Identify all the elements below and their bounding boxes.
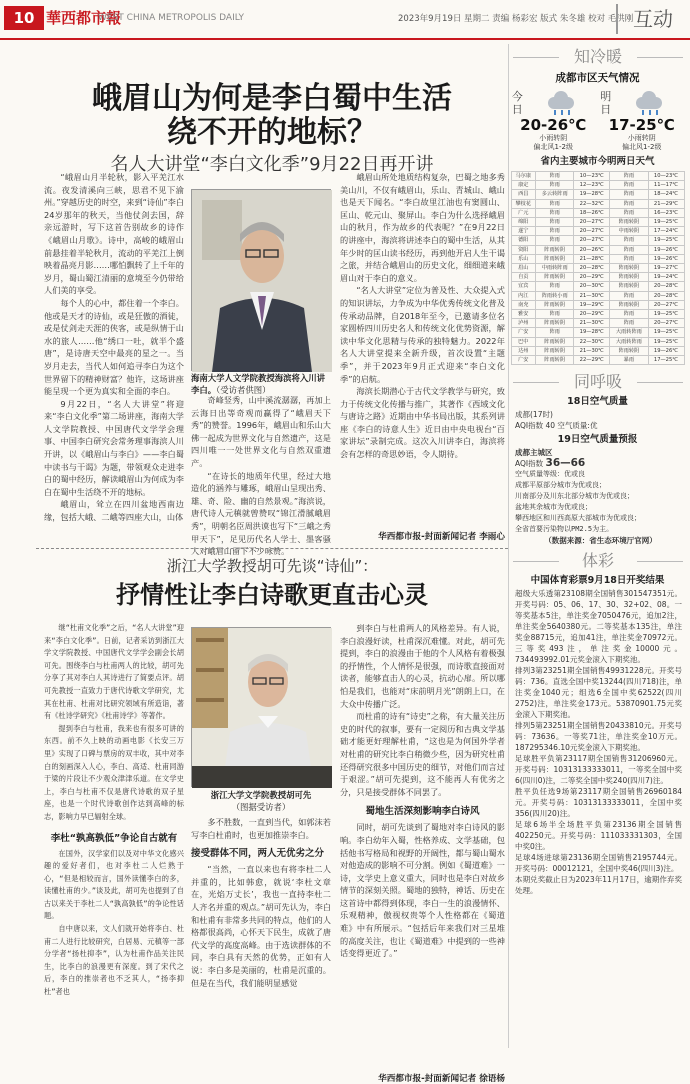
city-weather-cell: 阵雨转阴 (536, 319, 574, 328)
paragraph: “在诗长的地质年代里，经过大地造化的涵养与雕琢，峨眉山呈现出秀、雄、奇、险、幽的自然景观。”海滨说，唐代诗人元稹就曾赞叹“锦江滑腻峨眉秀”，明朝名臣周洪谟也写下“三峨之秀甲天下”，足见历代名人学士、墨客骚人对峨眉山留下不少咏赞。 (191, 470, 331, 557)
paragraph: “峨眉山月半轮秋，影入平羌江水流。夜发清溪向三峡，思君不见下渝州。”穿越历史的时空，来到“诗仙”李白24岁那年的秋天，当他仗剑去国，辞亲远游时，写下这首告别故乡的诗作《峨眉山月歌》。诗中，高峻的峨眉山前悬挂着半轮秋月，流动的平羌江上倒映着晶亮月影……哪怕飘转了上千年的岁月，蜀山蜀江清丽的意境至今仍带给人们美的享受。 (44, 172, 184, 296)
city-weather-cell: 雅安 (511, 310, 536, 319)
city-weather-cell: 阵雨 (536, 236, 574, 245)
city-weather-cell: 阵雨 (610, 172, 648, 181)
city-weather-cell: 阵雨 (536, 208, 574, 217)
article2-col3-lead (340, 622, 505, 798)
lottery-item: 胜平负任选9场第23117期全国销售26960184元。开奖号码：10313133333011，全国中奖356(四川20)注。 (515, 787, 682, 819)
city-weather-cell: 19—28℃ (574, 190, 610, 199)
city-weather-cell: 20—27℃ (648, 300, 684, 309)
article2-column1 (44, 622, 184, 999)
air-forecast-title: 19日空气质量预报 (557, 434, 638, 446)
weather-today (511, 90, 595, 152)
tomorrow-wind: 偏北风1-2级 (622, 143, 662, 151)
city-weather-cell: 19—29℃ (574, 300, 610, 309)
paragraph: 而杜甫的诗有“诗史”之称，有大量关注历史的时代的叙事，要有一定阅历和古典文学基础才能更好理解杜甫，“这也是为何国外学者对杜甫的研究比李白稍微少些，因为研究杜甫还得研究很多中国历史的细节，对他们而言过于艰涩。”胡可先提到，这不能再人有优劣之分，只是接受群体不同罢了。 (340, 711, 505, 797)
city-weather-cell: 阵雨转阴 (610, 218, 648, 227)
article1-title-line1: 峨眉山为何是李白蜀中生活 (92, 81, 452, 116)
air-section-head: 同呼吸 (509, 369, 687, 395)
lottery-item: 本期兑奖截止日为2023年11月17日，逾期作弃奖处理。 (515, 875, 682, 896)
city-weather-cell: 资阳 (511, 245, 536, 254)
air-forecast-aqi (509, 458, 686, 469)
article2-subhead3: 蜀地生活深刻影响李白诗风 (365, 806, 480, 818)
page-number: 10 (4, 6, 44, 30)
article1-column2 (191, 394, 331, 558)
aqi-range-label: AQI指数 (515, 459, 544, 469)
today-temperature: 20-26℃ (520, 116, 587, 134)
air-note: 全省首要污染物以PM2.5为主。 (515, 525, 614, 534)
city-weather-cell: 21—30℃ (574, 291, 610, 300)
article1-subtitle: 名人大讲堂“李白文化季”9月22日再开讲 (110, 154, 434, 175)
paragraph: 提到李白与杜甫，我来也有很多可讲的东西。前不久上映的动画电影《长安三万里》实现了口碑与票房的双丰收，其中对李白的刻画深入人心，李白、高适、杜甫同游于梁的片段让不少观众津津乐道。在文学史上，李白与杜甫不仅是唐代诗歌的双子星座，也是一个时代诗歌创作达到高峰的标志，影响力早已辐射全球。 (44, 723, 184, 821)
city-weather-cell: 阵雨转阴 (536, 254, 574, 263)
city-weather-cell: 22—29℃ (574, 356, 610, 365)
city-weather-cell: 阵雨 (536, 181, 574, 190)
paragraph: 海滨长期潜心于古代文学教学与研究，致力于传统文化传播与推广，其著作《西域文化与唐诗之路》近期由中华书局出版，其系列讲座《李白的诗意人生》近日由中央电视台“百家讲坛”录制完成。这次入川讲李白，海滨将会有怎样的奇思妙语，令人期待。 (340, 386, 505, 460)
today-label: 今日 (511, 90, 523, 116)
lottery-item: 排列3第23251期全国销售49931228元。开奖号码：736。直选全国中奖13244(四川718)注，单注奖金1040元；组选6全国中奖62522(四川2752)注，单注奖金173元。53870901.75元奖金滚入下期奖池。 (515, 666, 682, 720)
city-weather-cell: 德阳 (511, 236, 536, 245)
lottery-item: 足球6场半全场胜平负第23136期全国销售402250元。开奖号码：111033331303，全国中奖0注。 (515, 820, 682, 852)
city-weather-cell: 20—30℃ (574, 282, 610, 291)
city-weather-row (511, 245, 684, 254)
cities-weather-title: 省内主要城市今明两日天气 (540, 156, 655, 167)
article2-section2 (191, 863, 331, 989)
city-weather-cell: 阵雨转阴 (610, 282, 648, 291)
city-weather-cell: 19—24℃ (648, 273, 684, 282)
portrait-illustration (192, 628, 332, 788)
city-weather-cell: 阵雨 (536, 227, 574, 236)
city-weather-cell: 19—25℃ (648, 236, 684, 245)
paragraph: 自中唐以来，文人们就开始将李白、杜甫二人进行比较研究，白居易、元稹等一部分学者“扬杜抑李”，认为杜甫作品关注民生，比李白的浪漫更有深度。到了宋代之后，李白的推崇者也不乏其人，“扬李抑杜”者也 (44, 924, 184, 997)
photo1-credit: （受访者供图） (216, 385, 271, 395)
city-weather-cell: 22—30℃ (574, 337, 610, 346)
air-source: （数据来源：省生态环境厅官网） (544, 536, 657, 546)
city-weather-row (511, 199, 684, 208)
city-weather-cell: 阵雨 (610, 190, 648, 199)
city-weather-cell: 阵雨 (610, 254, 648, 263)
city-weather-row (511, 227, 684, 236)
city-weather-cell: 内江 (511, 291, 536, 300)
paragraph: “名人大讲堂”定位为普及性、大众提入式的知识讲坛，力争成为中华优秀传统文化普及传承动品牌，自2018年至今，已邀请多位名家圆桥四川历史名人和传统文化优势资源，解读中华文化思精与传承的独特魅力。2022年名人大讲堂提来全新升级，首次设置“主题季”，并于2023年9月正式迎来“李白文化季”的启航。 (340, 285, 505, 384)
city-weather-cell: 广元 (511, 208, 536, 217)
city-weather-cell: 21—30℃ (574, 346, 610, 355)
main-articles (36, 44, 508, 1084)
city-weather-cell: 阵雨 (610, 236, 648, 245)
city-weather-cell: 阵雨 (536, 328, 574, 337)
city-weather-cell: 11—17℃ (648, 181, 684, 190)
paragraph: 奇峰竖秀，山中溪流潺潺，再加上云海日出等奇观而赢得了“峨眉天下秀”的赞誉。1996年，峨眉山和乐山大佛一起成为世界文化与自然遗产，这是四川唯一一处世界文化与自然双重遗产。 (191, 395, 331, 468)
aqi-range-value: 36—66 (545, 457, 586, 470)
city-weather-cell: 阵雨 (536, 218, 574, 227)
paragraph: 峨眉山，耸立在四川盆地西南边缘，包括大峨、二峨等四座大山，山体 (44, 499, 184, 523)
article1-byline: 华西都市报-封面新闻记者 李雨心 (378, 532, 505, 542)
city-weather-cell: 20—27℃ (574, 236, 610, 245)
city-weather-row (511, 282, 684, 291)
city-weather-row (511, 190, 684, 199)
city-weather-cell: 达州 (511, 346, 536, 355)
article-divider (36, 548, 508, 549)
city-weather-cell: 马尔康 (511, 172, 536, 181)
city-weather-row (511, 346, 684, 355)
paragraph: 多不胜数，一直到当代，如郭沫若写李白杜甫时，也更加推崇李白。 (191, 817, 331, 840)
city-weather-cell: 阵雨转阴 (610, 300, 648, 309)
air-forecast-area: 成都主城区 (515, 448, 553, 458)
city-weather-cell: 阵雨 (610, 310, 648, 319)
city-weather-cell: 阵雨转阴 (610, 346, 648, 355)
weather-tomorrow (600, 90, 684, 152)
air-note: 盆地其余城市为优或良； (515, 503, 592, 512)
city-weather-cell: 阵雨转阴 (536, 245, 574, 254)
paragraph: 每个人的心中，都住着一个李白。他或是天才的诗仙，或是狂傲的酒徒，或是仗剑走天涯的侠客，或是纵情于山水的旅人……他“绣口一吐，就半个盛唐”，是诗唐天空中最亮的星之一。当岁月走去，当代人如何追寻李白为这个世界留下的精神财富？他许，这场讲座能呈现一个更为真实和全面的李白。 (44, 297, 184, 397)
city-weather-cell: 阵雨 (536, 310, 574, 319)
city-weather-cell: 宜宾 (511, 282, 536, 291)
city-weather-cell: 阵雨 (536, 282, 574, 291)
air-today-aqi: AQI指数 40 空气质量:优 (515, 421, 598, 431)
paragraph: 到李白与杜甫两人的风格差异。有人说，李白浪漫好读，杜甫深沉难懂。对此，胡可先提到，李白的浪漫由于他的个人风格有着极强的抒情性，个人情怀是很强，而诗歌直接面对读者，能够直击人的心灵，抗动心扉。所以哪怕是我们，也能对“床前明月光”朗朗上口，在大众中传播广泛。 (340, 623, 505, 709)
city-weather-cell: 阵雨转小雨 (536, 291, 574, 300)
city-weather-cell: 西昌 (511, 190, 536, 199)
paragraph: 9月22日，“名人大讲堂”将迎来“李白文化季”第二场讲座，海南大学人文学院教授、中国唐代文学学会理事、中国李白研究会常务理事海滨人川开讲，以《峨眉山与李白》——李白蜀中读书与干谒》为题，带领观众走进李白的蜀中经历，解读峨眉山为何成为李白在蜀中生活绕不开的地标。 (44, 398, 184, 497)
article2-section3 (340, 821, 505, 960)
photo2-caption (191, 789, 331, 813)
article1-title (36, 82, 508, 150)
city-weather-cell: 19—26℃ (648, 346, 684, 355)
city-weather-cell: 19—26℃ (648, 254, 684, 263)
city-weather-row (511, 300, 684, 309)
city-weather-row (511, 273, 684, 282)
lottery-item: 排列5第23251期全国销售20433810元。开奖号码：73636。一等奖71注，单注奖金10万元。187295346.10元奖金滚入下期奖池。 (515, 721, 682, 753)
city-weather-cell: 阵雨转阴 (536, 346, 574, 355)
air-note: 攀西地区和川西高原大部城市为优或良； (515, 514, 641, 523)
city-weather-cell: 20—28℃ (574, 264, 610, 273)
city-weather-cell: 多云转阵雨 (536, 190, 574, 199)
paragraph: “当然，一直以来也有将李杜二人并重的，比如韩愈，就说‘李杜文章在，光焰万丈长’，我也一直持李杜二人齐名并重的观点。”胡可先认为，李白和杜甫有非常多共同的特点，他们的人格都很高尚，心怀天下民生，成就了唐代文学的高度高峰。由于选读群体的不同，李白具有天然的优势，正如有人说：李白多是美丽的，杜甫是沉重的。但是在当代，我们能明显感觉 (191, 864, 331, 988)
city-weather-cell: 20—27℃ (648, 319, 684, 328)
city-weather-cell: 阵雨转阴 (536, 337, 574, 346)
city-weather-cell: 19—25℃ (648, 310, 684, 319)
lottery-item: 足球胜平负第23117期全国销售31206960元。开奖号码：10313133333011，一等奖全国中奖6(四川0)注，二等奖全国中奖240(四川7)注。 (515, 754, 682, 786)
city-weather-row (511, 254, 684, 263)
city-weather-row (511, 218, 684, 227)
city-weather-cell: 19—28℃ (574, 328, 610, 337)
photo1-caption (191, 372, 331, 396)
city-weather-cell: 18—26℃ (574, 208, 610, 217)
article2-subhead1: 李杜“孰高孰低”争论自古就有 (50, 832, 178, 844)
city-weather-cell: 19—25℃ (648, 337, 684, 346)
city-weather-cell: 广安 (511, 328, 536, 337)
article2-kicker: 浙江大学教授胡可先谈“诗仙”： (166, 557, 378, 575)
article2-col2-lead (191, 816, 331, 841)
portrait-photo-haibin (191, 189, 331, 371)
city-weather-cell: 眉山 (511, 264, 536, 273)
city-weather-row (511, 236, 684, 245)
newspaper-logo-en: WEST CHINA METROPOLIS DAILY (98, 13, 245, 23)
lottery-item: 超级大乐透第23108期全国销售301547351元。开奖号码：05、06、17、30、32+02、08。一等奖基本5注，单注奖金7050476元，追加2注，单注奖金5640380元。二等奖基本135注，单注奖金88715元，追加41注，单注奖金70972元。三等奖493注，单注奖金10000元。734493992.01元奖金滚入下期奖池。 (515, 589, 682, 665)
lottery-section-head: 体彩 (509, 548, 687, 574)
city-weather-cell: 中雨转阵雨 (536, 264, 574, 273)
city-weather-cell: 10—23℃ (648, 172, 684, 181)
city-weather-cell: 阵雨转阴 (536, 273, 574, 282)
city-weather-cell: 17—25℃ (648, 356, 684, 365)
air-level: 空气质量等级：优或良 (515, 470, 585, 479)
article2-title: 抒情性让李白诗歌更直击心灵 (116, 581, 428, 609)
tomorrow-temperature: 17-25℃ (608, 116, 675, 134)
sidebar-info (508, 44, 686, 1048)
city-weather-cell: 17—24℃ (648, 227, 684, 236)
today-wind: 偏北风1-2级 (533, 143, 573, 151)
rain-cloud-icon (632, 91, 666, 115)
city-weather-row (511, 291, 684, 300)
air-today-city: 成都(17时) (515, 410, 553, 420)
weather-section-head: 知冷暖 (509, 44, 687, 70)
article2-lead (44, 622, 184, 824)
city-weather-cell: 20—29℃ (574, 310, 610, 319)
city-weather-cell: 21—29℃ (648, 199, 684, 208)
city-weather-cell: 阵雨转阴 (610, 273, 648, 282)
newspaper-logo: 華西都市報 (46, 9, 122, 27)
city-weather-row (511, 319, 684, 328)
city-weather-cell: 19—25℃ (648, 328, 684, 337)
city-weather-cell: 巴中 (511, 337, 536, 346)
weather-title: 成都市区天气情况 (555, 72, 640, 84)
paragraph: 在国外，汉学家们以及对中华文化感兴趣的爱好者们，也对李杜二人烂熟于心，“但是相较而言，国外读懂李白的多，读懂杜甫的少。”谈及此，胡可先也提到了自古以来关于李杜二人“孰高孰低”的争论性话题。 (44, 848, 184, 921)
city-weather-cell: 阵雨 (610, 319, 648, 328)
city-weather-cell: 泸州 (511, 319, 536, 328)
city-weather-cell: 21—30℃ (574, 319, 610, 328)
city-weather-cell: 乐山 (511, 254, 536, 263)
city-weather-cell: 绵阳 (511, 218, 536, 227)
city-weather-cell: 阵雨 (610, 291, 648, 300)
city-weather-cell: 阵雨 (610, 245, 648, 254)
city-weather-cell: 20—27℃ (574, 218, 610, 227)
city-weather-cell: 19—25℃ (648, 218, 684, 227)
city-weather-cell: 20—29℃ (574, 273, 610, 282)
city-weather-cell: 暴雨 (610, 356, 648, 365)
air-today-title: 18日空气质量 (567, 396, 628, 408)
rain-cloud-icon (544, 91, 578, 115)
city-weather-cell: 中雨转阴 (610, 227, 648, 236)
city-weather-row (511, 181, 684, 190)
tomorrow-label: 明日 (600, 90, 612, 116)
portrait-photo-hukexian (191, 627, 331, 787)
city-weather-row (511, 208, 684, 217)
article2-section1 (44, 848, 184, 999)
article2-subhead2: 接受群体不同，两人无优劣之分 (191, 848, 325, 860)
weather-forecast (509, 90, 686, 152)
photo2-credit: （图据受访者） (231, 802, 291, 812)
paragraph: 峨眉山所处地质结构复杂，巴蜀之地多秀美山川，不仅有峨眉山，乐山、青城山、峨山也是天下闻名。“李白故里江油也有窦圆山、匡山、乾元山、聚屏山。李白为什么选择峨眉山的秋月，作为故乡的代表呢？”在9月22日的讲座中，海滨将讲述李白的蜀中生活，从其年少时的匡山读书经历，再到他开启人生干谒之旅，并结合峨眉山的历史文化，细细道来峨眉山对于李白的意义。 (340, 172, 505, 283)
photo1-caption-text: 海南大学人文学院教授海滨将入川讲李白。 (191, 373, 325, 395)
air-note: 川南部分及川东北部分城市为优或良； (515, 492, 634, 501)
city-weather-cell: 大雨转阵雨 (610, 328, 648, 337)
city-weather-cell: 阵雨转阴 (536, 300, 574, 309)
city-weather-cell: 康定 (511, 181, 536, 190)
city-weather-cell: 南充 (511, 300, 536, 309)
city-weather-cell: 自贡 (511, 273, 536, 282)
city-weather-cell: 阵雨 (610, 181, 648, 190)
city-weather-row (511, 328, 684, 337)
photo2-caption-text: 浙江大学文学院教授胡可先 (210, 790, 312, 800)
today-condition: 小雨转阴 (539, 134, 568, 142)
city-weather-cell: 12—23℃ (574, 181, 610, 190)
lottery-item: 足球4场进球第23136期全国销售2195744元。开奖号码：00012121，全国中奖46(四川3)注。 (515, 853, 682, 874)
city-weather-cell: 20—28℃ (648, 282, 684, 291)
city-weather-cell: 遂宁 (511, 227, 536, 236)
article1-column3 (340, 171, 505, 461)
lottery-results (509, 588, 686, 896)
city-weather-cell: 18—24℃ (648, 190, 684, 199)
article1-column1 (44, 171, 184, 524)
city-weather-cell: 大雨转阵雨 (610, 337, 648, 346)
article2-byline: 华西都市报-封面新闻记者 徐语杨 (378, 1074, 505, 1084)
city-weather-cell: 阵雨转阴 (610, 264, 648, 273)
city-weather-cell: 阵雨 (536, 172, 574, 181)
cities-weather-table (511, 171, 685, 365)
city-weather-cell: 20—28℃ (648, 291, 684, 300)
city-weather-cell: 20—27℃ (574, 227, 610, 236)
city-weather-cell: 19—26℃ (648, 245, 684, 254)
article2-column2 (191, 816, 331, 989)
city-weather-cell: 阵雨转阴 (536, 356, 574, 365)
city-weather-cell: 阵雨 (610, 199, 648, 208)
city-weather-row (511, 264, 684, 273)
portrait-illustration (192, 190, 332, 372)
city-weather-row (511, 310, 684, 319)
paragraph: 继“杜甫文化季”之后，“名人大讲堂”迎来“李白文化季”。日前，记者采访到浙江大学文学院教授、中国唐代文学学会副会长胡可先。围绕李白与杜甫两人的比较，胡可先分享了其对李白人其诗进行了简要点评。胡可先教授一直致力于唐代诗歌文学研究，尤其在杜甫、杜甫对比研究领域有所造诣，著有《杜诗学研究》《杜甫诗学》等著作。 (44, 623, 184, 721)
city-weather-cell: 攀枝花 (511, 199, 536, 208)
city-weather-cell: 阵雨 (610, 208, 648, 217)
city-weather-cell: 20—26℃ (574, 245, 610, 254)
tomorrow-condition: 小雨转阴 (627, 134, 656, 142)
section-title: 互动 (616, 4, 688, 34)
lottery-title: 中国体育彩票9月18日开奖结果 (530, 575, 665, 587)
article1-title-line2: 绕不开的地标？ (167, 115, 377, 150)
city-weather-cell: 阵雨 (536, 199, 574, 208)
page-header (0, 0, 690, 40)
city-weather-cell: 21—28℃ (574, 254, 610, 263)
city-weather-row (511, 337, 684, 346)
paragraph: 同时，胡可先谈到了蜀地对李白诗风的影响。李白幼年入蜀，性格养成、文学基础，包括他书写格局和视野的开阔性，都与蜀山蜀水对他造成的影响不可分割。例如《蜀道难》一诗，文学史上意义重大，同时也是李白对故乡情节的深刻关照。蜀地的独特，神话、历史在这首诗中都得到体现，李白一生的浪漫情怀、乐观精神，傲视权贵等个人性格都在《蜀道难》中有所展示。“包括后年来我们对三星堆的高度关注，也让《蜀道难》中提到的一些神话变得更近了。” (340, 822, 505, 959)
city-weather-cell: 19—27℃ (648, 264, 684, 273)
city-weather-cell: 10—23℃ (574, 172, 610, 181)
air-note: 成都平原部分城市为优或良； (515, 481, 606, 490)
article2-column3 (340, 622, 505, 960)
city-weather-cell: 22—32℃ (574, 199, 610, 208)
city-weather-cell: 广安 (511, 356, 536, 365)
city-weather-row (511, 172, 684, 181)
city-weather-cell: 16—23℃ (648, 208, 684, 217)
issue-info: 2023年9月19日 星期二 责编 杨彩宏 版式 朱冬雄 校对 毛洪刚 (398, 14, 634, 24)
city-weather-row (511, 356, 684, 365)
